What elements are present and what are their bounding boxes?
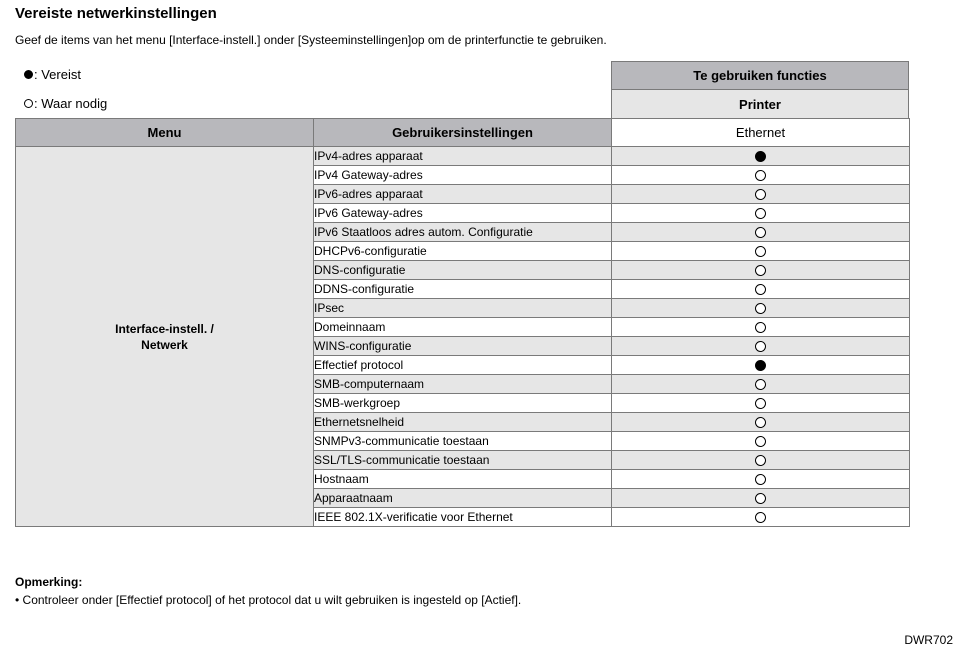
hollow-circle-icon: [755, 341, 766, 352]
ethernet-mark-cell: [612, 508, 910, 527]
legend-optional-label: : Waar nodig: [34, 96, 108, 111]
hollow-circle-icon: [755, 417, 766, 428]
setting-name-cell: DNS-configuratie: [314, 261, 612, 280]
setting-name-cell: SMB-werkgroep: [314, 394, 612, 413]
note-heading: Opmerking:: [15, 575, 83, 589]
ethernet-mark-cell: [612, 261, 910, 280]
setting-name-cell: Apparaatnaam: [314, 489, 612, 508]
ethernet-column-header: Ethernet: [612, 119, 910, 147]
setting-name-cell: SMB-computernaam: [314, 375, 612, 394]
legend-required: [24, 67, 81, 82]
ethernet-mark-cell: [612, 375, 910, 394]
setting-name-cell: IPv4-adres apparaat: [314, 147, 612, 166]
hollow-circle-icon: [755, 189, 766, 200]
hollow-circle-icon: [755, 265, 766, 276]
filled-circle-icon: [755, 151, 766, 162]
hollow-circle-icon: [755, 227, 766, 238]
ethernet-mark-cell: [612, 204, 910, 223]
settings-table: [15, 118, 910, 527]
hollow-circle-icon: [24, 99, 33, 108]
filled-circle-icon: [755, 360, 766, 371]
functions-header: Te gebruiken functies: [611, 61, 909, 90]
setting-name-cell: SNMPv3-communicatie toestaan: [314, 432, 612, 451]
setting-name-cell: IPsec: [314, 299, 612, 318]
setting-name-cell: Hostnaam: [314, 470, 612, 489]
ethernet-mark-cell: [612, 242, 910, 261]
hollow-circle-icon: [755, 208, 766, 219]
ethernet-mark-cell: [612, 318, 910, 337]
hollow-circle-icon: [755, 322, 766, 333]
filled-circle-icon: [24, 70, 33, 79]
ethernet-mark-cell: [612, 451, 910, 470]
hollow-circle-icon: [755, 474, 766, 485]
ethernet-mark-cell: [612, 413, 910, 432]
ethernet-mark-cell: [612, 223, 910, 242]
hollow-circle-icon: [755, 303, 766, 314]
setting-name-cell: Domeinnaam: [314, 318, 612, 337]
settings-table-body: [16, 147, 910, 527]
ethernet-mark-cell: [612, 185, 910, 204]
setting-name-cell: Ethernetsnelheid: [314, 413, 612, 432]
figure-code: DWR702: [904, 633, 953, 647]
user-settings-column-header: Gebruikersinstellingen: [314, 119, 612, 147]
printer-header: Printer: [611, 89, 909, 119]
menu-group-cell: [16, 147, 314, 527]
menu-group-label-line2: Netwerk: [141, 337, 188, 352]
hollow-circle-icon: [755, 493, 766, 504]
setting-name-cell: DDNS-configuratie: [314, 280, 612, 299]
hollow-circle-icon: [755, 455, 766, 466]
hollow-circle-icon: [755, 379, 766, 390]
menu-column-header: Menu: [16, 119, 314, 147]
setting-name-cell: DHCPv6-configuratie: [314, 242, 612, 261]
hollow-circle-icon: [755, 246, 766, 257]
setting-name-cell: IEEE 802.1X-verificatie voor Ethernet: [314, 508, 612, 527]
ethernet-mark-cell: [612, 166, 910, 185]
setting-name-cell: IPv6 Staatloos adres autom. Configuratie: [314, 223, 612, 242]
legend-required-label: : Vereist: [34, 67, 81, 82]
hollow-circle-icon: [755, 398, 766, 409]
hollow-circle-icon: [755, 512, 766, 523]
setting-name-cell: IPv4 Gateway-adres: [314, 166, 612, 185]
legend-optional: [24, 96, 107, 111]
ethernet-mark-cell: [612, 489, 910, 508]
table-header-row: [16, 119, 910, 147]
ethernet-mark-cell: [612, 394, 910, 413]
ethernet-mark-cell: [612, 280, 910, 299]
ethernet-mark-cell: [612, 147, 910, 166]
setting-name-cell: IPv6 Gateway-adres: [314, 204, 612, 223]
menu-group-label-line1: Interface-instell. /: [115, 321, 214, 336]
setting-name-cell: Effectief protocol: [314, 356, 612, 375]
note-text: • Controleer onder [Effectief protocol] of het protocol dat u wilt gebruiken is ingesteld op [Actief].: [15, 593, 522, 607]
ethernet-mark-cell: [612, 432, 910, 451]
intro-text: Geef de items van het menu [Interface-instell.] onder [Systeeminstellingen]op om de printerfunctie te gebruiken.: [15, 33, 607, 47]
ethernet-mark-cell: [612, 356, 910, 375]
ethernet-mark-cell: [612, 337, 910, 356]
hollow-circle-icon: [755, 170, 766, 181]
table-row: [16, 147, 910, 166]
page-title: Vereiste netwerkinstellingen: [15, 5, 217, 22]
ethernet-mark-cell: [612, 299, 910, 318]
hollow-circle-icon: [755, 436, 766, 447]
hollow-circle-icon: [755, 284, 766, 295]
setting-name-cell: SSL/TLS-communicatie toestaan: [314, 451, 612, 470]
ethernet-mark-cell: [612, 470, 910, 489]
setting-name-cell: WINS-configuratie: [314, 337, 612, 356]
setting-name-cell: IPv6-adres apparaat: [314, 185, 612, 204]
